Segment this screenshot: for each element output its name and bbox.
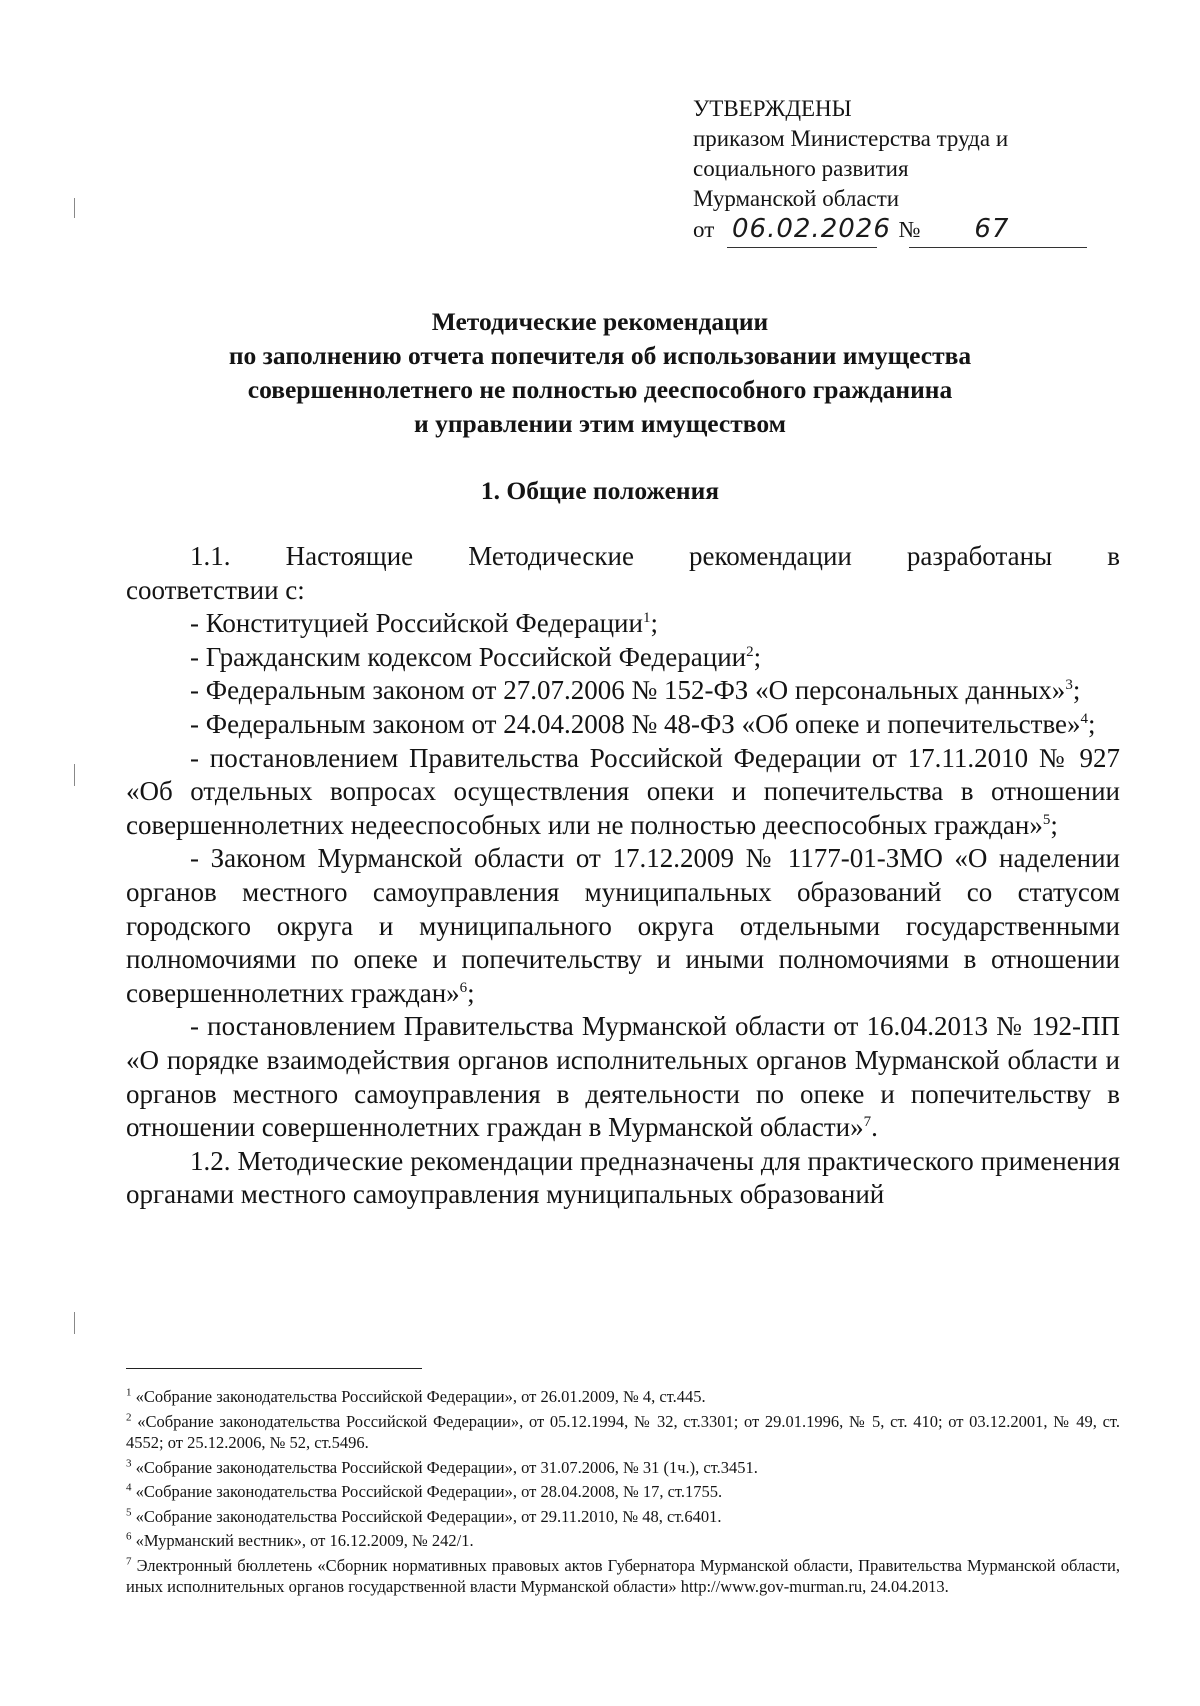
footnote bbox=[126, 1530, 1120, 1552]
approval-date-line bbox=[693, 214, 1113, 246]
footnote-ref: 3 bbox=[1065, 677, 1073, 694]
footnote-number: 3 bbox=[126, 1457, 132, 1469]
number-underline bbox=[909, 247, 1087, 248]
footnote bbox=[126, 1506, 1120, 1528]
legal-basis-text: - Федеральным законом от 24.04.2008 № 48-ФЗ «Об опеке и попечительстве» bbox=[190, 708, 1081, 739]
scan-margin-mark bbox=[74, 198, 75, 218]
approval-line: приказом Министерства труда и bbox=[693, 126, 1009, 151]
handwritten-date: 06.02.2026 bbox=[732, 214, 891, 244]
section-heading: 1. Общие положения bbox=[480, 476, 720, 505]
legal-basis-text: - постановлением Правительства Мурманской области от 16.04.2013 № 192-ПП «О порядке взаимодействия органов исполнительных органов Мурманской области и органов местного самоуправления в деятельности по опеке и попечительству в отношении совершеннолетних граждан в Мурманской области» bbox=[126, 1011, 1120, 1143]
legal-basis-text: - Конституцией Российской Федерации bbox=[190, 608, 643, 639]
footnote-text: «Собрание законодательства Российской Федерации», от 28.04.2008, № 17, ст.1755. bbox=[131, 1482, 723, 1501]
legal-basis-text: - Федеральным законом от 27.07.2006 № 152-ФЗ «О персональных данных» bbox=[190, 675, 1066, 706]
number-sign: № bbox=[898, 217, 921, 242]
handwritten-number: 67 bbox=[974, 214, 1010, 244]
footnote-ref: 4 bbox=[1080, 710, 1089, 727]
scan-margin-mark bbox=[74, 764, 75, 786]
document-title bbox=[150, 305, 1050, 441]
item-end-punctuation: ; bbox=[1088, 708, 1096, 739]
footnote-separator bbox=[126, 1368, 422, 1369]
footnote bbox=[126, 1555, 1120, 1598]
footnote-ref: 1 bbox=[642, 610, 651, 627]
document-body bbox=[126, 540, 1120, 1212]
legal-basis-item bbox=[126, 842, 1120, 1010]
title-line: и управлении этим имуществом bbox=[414, 409, 786, 438]
legal-basis-item bbox=[126, 708, 1120, 742]
footnote-text: Электронный бюллетень «Сборник нормативных правовых актов Губернатора Мурманской области, Правительства Мурманской области, иных исполнительных органов государственной власти Мурманской области» http://www.gov-murman.ru, 24.04.2013. bbox=[126, 1555, 1120, 1596]
legal-basis-item bbox=[126, 674, 1120, 708]
footnote-number: 6 bbox=[126, 1530, 132, 1543]
legal-basis-item bbox=[126, 1010, 1120, 1144]
footnote-ref: 7 bbox=[863, 1114, 872, 1131]
item-end-punctuation: ; bbox=[650, 608, 658, 639]
item-end-punctuation: ; bbox=[753, 641, 762, 672]
title-line: Методические рекомендации bbox=[431, 307, 769, 336]
paragraph-1-1-continued: соответствии с: bbox=[126, 574, 305, 605]
footnote-text: «Собрание законодательства Российской Федерации», от 05.12.1994, № 32, ст.3301; от 29.01.1996, № 5, ст. 410; от 03.12.2001, № 49, ст. 4552; от 25.12.2006, № 52, ст.5496. bbox=[126, 1411, 1120, 1452]
legal-basis-item bbox=[126, 607, 1120, 641]
approval-line: социального развития bbox=[693, 156, 909, 181]
footnote-number: 5 bbox=[126, 1506, 132, 1518]
paragraph-1-1: 1.1. Настоящие Методические рекомендации разработаны в bbox=[190, 541, 1120, 571]
footnote-text: «Собрание законодательства Российской Федерации», от 31.07.2006, № 31 (1ч.), ст.3451. bbox=[131, 1457, 758, 1477]
footnote bbox=[126, 1386, 1120, 1408]
approval-title: УТВЕРЖДЕНЫ bbox=[693, 96, 852, 121]
title-line: совершеннолетнего не полностью дееспособного гражданина bbox=[247, 375, 953, 404]
legal-basis-text: - Законом Мурманской области от 17.12.2009 № 1177-01-ЗМО «О наделении органов местного самоуправления муниципальных образований со статусом городского округа и муниципального округа отдельными государственными полномочиями по опеке и попечительству и иными полномочиями в отношении совершеннолетних граждан» bbox=[126, 843, 1120, 1008]
footnote-ref: 2 bbox=[746, 643, 754, 660]
footnote bbox=[126, 1457, 1120, 1479]
approval-line: Мурманской области bbox=[693, 186, 900, 211]
footnote-ref: 5 bbox=[1042, 811, 1051, 828]
footnote-ref: 6 bbox=[459, 979, 468, 996]
item-end-punctuation: ; bbox=[1072, 675, 1081, 706]
scan-margin-mark bbox=[74, 1312, 75, 1334]
title-line: по заполнению отчета попечителя об использовании имущества bbox=[228, 341, 972, 370]
footnote-number: 7 bbox=[126, 1555, 132, 1567]
legal-basis-item bbox=[126, 641, 1120, 675]
legal-basis-text: - Гражданским кодексом Российской Федерации bbox=[190, 641, 747, 672]
legal-basis-list bbox=[126, 607, 1120, 1145]
footnote-text: «Мурманский вестник», от 16.12.2009, № 242/1. bbox=[131, 1531, 474, 1550]
footnotes bbox=[126, 1386, 1120, 1601]
legal-basis-item bbox=[126, 742, 1120, 843]
item-end-punctuation: . bbox=[871, 1112, 878, 1143]
footnote-number: 4 bbox=[126, 1481, 132, 1494]
item-end-punctuation: ; bbox=[467, 977, 475, 1008]
footnote-number: 2 bbox=[126, 1411, 132, 1423]
footnote bbox=[126, 1481, 1120, 1503]
item-end-punctuation: ; bbox=[1050, 809, 1058, 840]
paragraph-1-2: 1.2. Методические рекомендации предназначены для практического применения органами местного самоуправления муниципальных образований bbox=[126, 1145, 1120, 1210]
legal-basis-text: - постановлением Правительства Российской Федерации от 17.11.2010 № 927 «Об отдельных вопросах осуществления опеки и попечительства в отношении совершеннолетних недееспособных или не полностью дееспособных граждан» bbox=[126, 742, 1120, 840]
approval-stamp-block bbox=[693, 94, 1113, 246]
date-prefix: от bbox=[693, 217, 715, 242]
footnote-text: «Собрание законодательства Российской Федерации», от 26.01.2009, № 4, ст.445. bbox=[131, 1387, 706, 1406]
footnote bbox=[126, 1411, 1120, 1454]
footnote-text: «Собрание законодательства Российской Федерации», от 29.11.2010, № 48, ст.6401. bbox=[131, 1506, 722, 1526]
footnote-number: 1 bbox=[126, 1386, 132, 1399]
date-underline bbox=[727, 247, 877, 248]
